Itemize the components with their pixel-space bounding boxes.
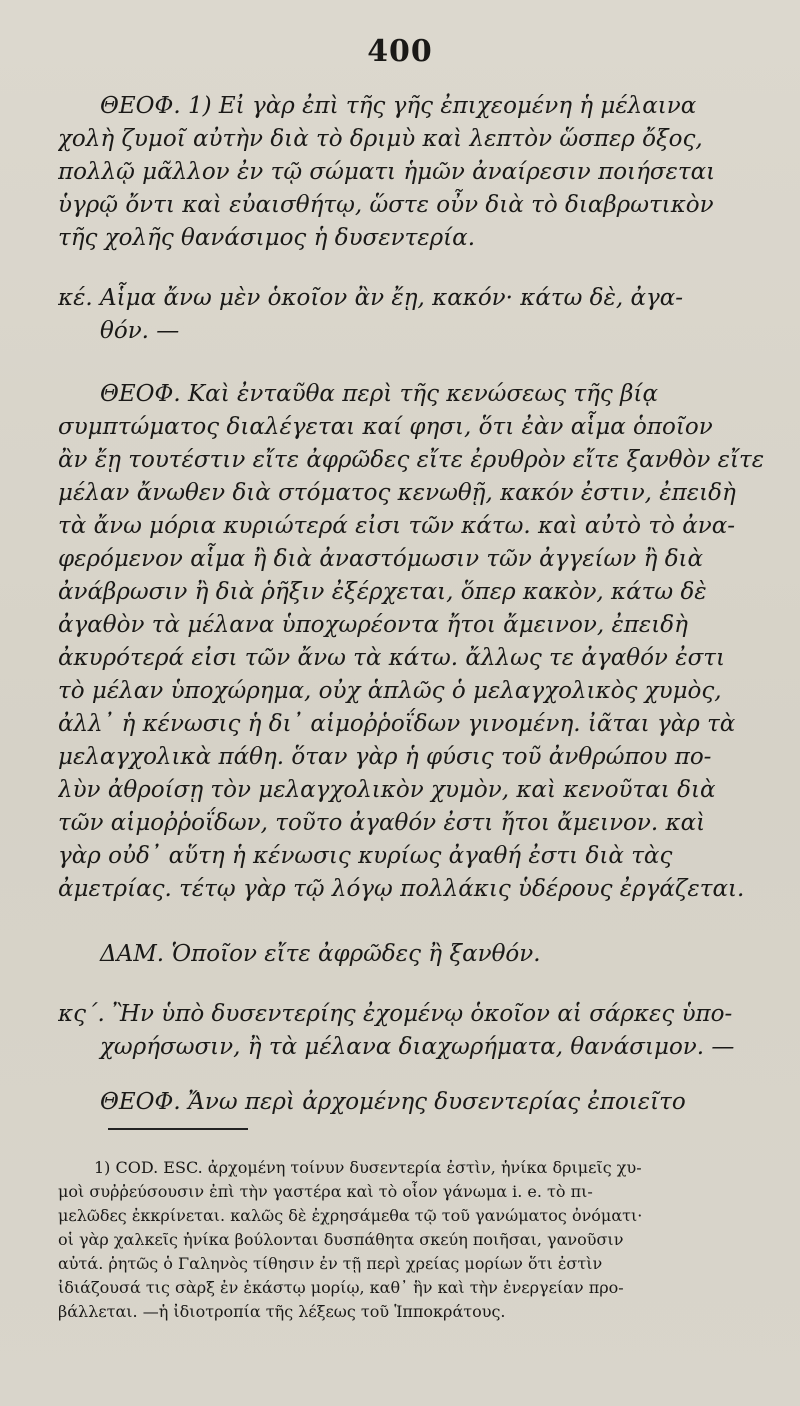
paragraph-theoph-3 [58, 1086, 770, 1119]
footnote [58, 1156, 770, 1324]
text-line: ΘΕΟΦ. 1) Εἰ γὰρ ἐπὶ τῆς γῆς ἐπιχεομένη ἡ μέλαινα [100, 93, 697, 119]
text-line: τῶν αἱμοῤῥοΐδων, τοῦτο ἀγαθόν ἐστι ἤτοι ἄμεινον. καὶ [58, 810, 706, 836]
text-line: ΘΕΟΦ. Ἄνω περὶ ἀρχομένης δυσεντερίας ἐποιεῖτο [100, 1089, 686, 1115]
text-line: ἀνάβρωσιν ἢ διὰ ῥῆξιν ἐξέρχεται, ὅπερ κακὸν, κάτω δὲ [58, 579, 707, 605]
text-line: χωρήσωσιν, ἢ τὰ μέλανα διαχωρήματα, θανάσιμον. — [100, 1034, 735, 1060]
text-line: τὰ ἄνω μόρια κυριώτερά εἰσι τῶν κάτω. καὶ αὐτὸ τὸ ἀνα- [58, 513, 736, 539]
footnote-rule [108, 1128, 248, 1130]
footnote-line: αὐτά. ῥητῶς ὁ Γαληνὸς τίθησιν ἐν τῇ περὶ χρείας μορίων ὅτι ἐστὶν [58, 1254, 603, 1273]
text-line: χολὴ ζυμοῖ αὐτὴν διὰ τὸ δριμὺ καὶ λεπτὸν ὥσπερ ὄξος, [58, 126, 703, 152]
text-line: ΘΕΟΦ. Καὶ ἐνταῦθα περὶ τῆς κενώσεως τῆς βίᾳ [100, 381, 658, 407]
paragraph-theoph-2 [58, 378, 770, 906]
footnote-line: 1) COD. ESC. ἀρχομένη τοίνυν δυσεντερία ἐστὶν, ἡνίκα δριμεῖς χυ- [94, 1158, 642, 1177]
text-line: θόν. — [100, 318, 180, 344]
footnote-line: μελῶδες ἐκκρίνεται. καλῶς δὲ ἐχρησάμεθα τῷ τοῦ γανώματος ὀνόματι· [58, 1206, 643, 1225]
text-line: συμπτώματος διαλέγεται καί φησι, ὅτι ἐὰν αἷμα ὁποῖον [58, 414, 713, 440]
text-line: κς΄. Ἢν ὑπὸ δυσεντερίης ἐχομένῳ ὁκοῖον αἱ σάρκες ὑπο- [58, 1001, 733, 1027]
aphorism-26 [58, 998, 770, 1064]
footnote-line: βάλλεται. —ἡ ἰδιοτροπία τῆς λέξεως τοῦ Ἱπποκράτους. [58, 1302, 506, 1321]
text-line: ΔΑΜ. Ὁποῖον εἴτε ἀφρῶδες ἢ ξανθόν. [100, 941, 541, 967]
footnote-line: μοὶ συῤῥεύσουσιν ἐπὶ τὴν γαστέρα καὶ τὸ οἷον γάνωμα i. e. τὸ πι- [58, 1182, 593, 1201]
footnote-line: οἱ γὰρ χαλκεῖς ἡνίκα βούλονται δυσπάθητα σκεύη ποιῆσαι, γανοῦσιν [58, 1230, 624, 1249]
text-line: τὸ μέλαν ὑποχώρημα, οὐχ ἁπλῶς ὁ μελαγχολικὸς χυμὸς, [58, 678, 722, 704]
text-line: μέλαν ἄνωθεν διὰ στόματος κενωθῇ, κακόν ἐστιν, ἐπειδὴ [58, 480, 736, 506]
paragraph-dam [58, 938, 770, 971]
page-number: 400 [367, 34, 433, 69]
text-line: ἀμετρίας. τέτῳ γὰρ τῷ λόγῳ πολλάκις ὑδέρους ἐργάζεται. [58, 876, 745, 902]
text-line: ἀλλ᾽ ἡ κένωσις ἡ δι᾽ αἱμοῤῥοΐδων γινομένη. ἰᾶται γὰρ τὰ [58, 711, 736, 737]
paragraph-theoph-1 [58, 90, 770, 255]
text-line: λὺν ἀθροίσῃ τὸν μελαγχολικὸν χυμὸν, καὶ κενοῦται διὰ [58, 777, 716, 803]
aphorism-25 [58, 282, 770, 348]
text-line: τῆς χολῆς θανάσιμος ἡ δυσεντερία. [58, 225, 476, 251]
text-line: ἀκυρότερά εἰσι τῶν ἄνω τὰ κάτω. ἄλλως τε ἀγαθόν ἐστι [58, 645, 726, 671]
text-line: πολλῷ μᾶλλον ἐν τῷ σώματι ἡμῶν ἀναίρεσιν ποιήσεται [58, 159, 716, 185]
text-line: φερόμενον αἷμα ἢ διὰ ἀναστόμωσιν τῶν ἀγγείων ἢ διὰ [58, 546, 704, 572]
text-line: ἂν ἔῃ τουτέστιν εἴτε ἀφρῶδες εἴτε ἐρυθρὸν εἴτε ξανθὸν εἴτε [58, 447, 765, 473]
text-line: κέ. Αἷμα ἄνω μὲν ὁκοῖον ἂν ἔῃ, κακόν· κάτω δὲ, ἀγα- [58, 285, 684, 311]
text-line: ὑγρῷ ὄντι καὶ εὐαισθήτῳ, ὥστε οὖν διὰ τὸ διαβρωτικὸν [58, 192, 714, 218]
text-line: γὰρ οὐδ᾽ αὕτη ἡ κένωσις κυρίως ἀγαθή ἐστι διὰ τὰς [58, 843, 673, 869]
text-line: μελαγχολικὰ πάθη. ὅταν γὰρ ἡ φύσις τοῦ ἀνθρώπου πο- [58, 744, 712, 770]
footnote-line: ἰδιάζουσά τις σὰρξ ἐν ἑκάστῳ μορίῳ, καθ᾽ ἣν καὶ τὴν ἐνεργείαν προ- [58, 1278, 624, 1297]
text-line: ἀγαθὸν τὰ μέλανα ὑποχωρέοντα ἤτοι ἄμεινον, ἐπειδὴ [58, 612, 688, 638]
